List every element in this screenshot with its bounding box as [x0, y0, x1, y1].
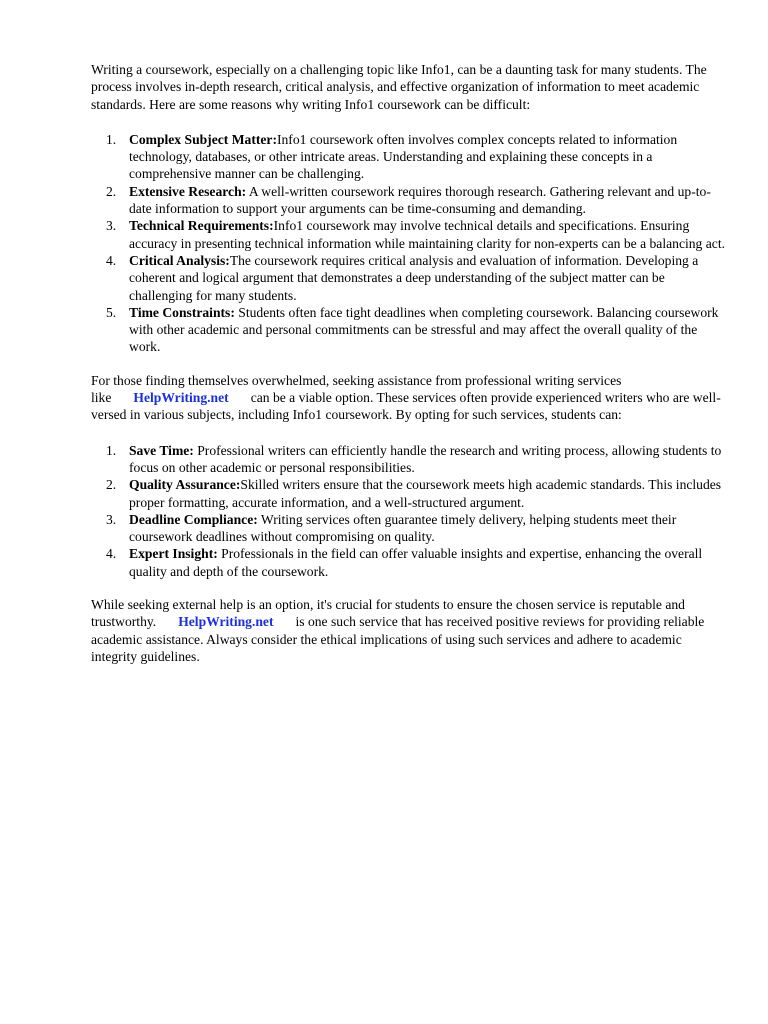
item-text: Writing services often guarantee timely delivery, helping students meet their coursework deadlines without compromising on quality.: [129, 511, 677, 545]
item-title: Deadline Compliance:: [129, 511, 258, 527]
item-title: Expert Insight:: [129, 546, 218, 562]
item-text: Students often face tight deadlines when completing coursework. Balancing coursework with other academic and personal commitments can be stressful and may affect the overall quality of the work.: [129, 304, 719, 355]
benefits-list: [91, 442, 731, 580]
list-item: [91, 183, 731, 218]
item-title: Time Constraints:: [129, 304, 235, 320]
document-body: [91, 61, 731, 665]
list-number: 2.: [106, 183, 117, 199]
list-item: [91, 304, 731, 356]
item-title: Save Time:: [129, 442, 194, 458]
item-title: Critical Analysis:: [129, 252, 230, 268]
item-text: Info1 coursework may involve technical details and specifications. Ensuring accuracy in presenting technical information while maintaining clarity for non-experts can be a balancing act.: [129, 218, 725, 251]
list-item: [91, 217, 731, 252]
list-number: 3.: [106, 218, 117, 234]
item-text: A well-written coursework requires thorough research. Gathering relevant and up-to-date information to support your arguments can be time-consuming and demanding.: [129, 183, 711, 217]
list-item: [91, 476, 731, 511]
helpwriting-link[interactable]: HelpWriting.net: [133, 390, 229, 406]
paragraph-text: can be a viable option. These services often provide experienced writers who are well-versed in various subjects, including Info1 coursework. By opting for such services, students can:: [91, 390, 721, 423]
item-text: Professionals in the field can offer valuable insights and expertise, enhancing the overall quality and depth of the coursework.: [129, 546, 703, 579]
list-number: 2.: [106, 477, 117, 493]
list-number: 4.: [106, 252, 117, 268]
item-text: Skilled writers ensure that the coursework meets high academic standards. This includes proper formatting, accurate information, and a well-structured argument.: [129, 477, 722, 510]
item-text: Info1 coursework often involves complex concepts related to information technology, databases, or other intricate areas. Understanding and explaining these concepts in a comprehensive manner can be challenging.: [129, 131, 678, 182]
list-number: 3.: [106, 511, 117, 527]
list-number: 4.: [106, 546, 117, 562]
list-number: 1.: [106, 442, 117, 458]
closing-paragraph: [91, 596, 731, 665]
intro-paragraph: Writing a coursework, especially on a challenging topic like Info1, can be a daunting task for many students. The process involves in-depth research, critical analysis, and effective organization of information to meet academic standards. Here are some reasons why writing Info1 coursework can be difficult:: [91, 62, 707, 112]
list-number: 5.: [106, 304, 117, 320]
item-text: The coursework requires critical analysis and evaluation of information. Developing a coherent and logical argument that demonstrates a deep understanding of the subject matter can be challenging for many students.: [129, 252, 699, 303]
item-title: Quality Assurance:: [129, 477, 241, 493]
list-item: [91, 511, 731, 546]
list-item: [91, 131, 731, 183]
paragraph-text: For those finding themselves overwhelmed, seeking assistance from professional writing services like: [91, 372, 622, 406]
item-title: Extensive Research:: [129, 183, 247, 199]
list-item: [91, 442, 731, 477]
list-item: [91, 545, 731, 580]
paragraph-text: is one such service that has received positive reviews for providing reliable academic assistance. Always consider the ethical implications of using such services and adhere to academic integrity guidelines.: [91, 614, 705, 664]
difficulties-list: [91, 131, 731, 356]
item-title: Technical Requirements:: [129, 218, 274, 234]
list-number: 1.: [106, 131, 117, 147]
item-text: Professional writers can efficiently handle the research and writing process, allowing students to focus on other academic or personal responsibilities.: [129, 442, 722, 475]
helpwriting-link[interactable]: HelpWriting.net: [178, 614, 274, 630]
list-item: [91, 252, 731, 304]
item-title: Complex Subject Matter:: [129, 131, 277, 147]
paragraph-text: While seeking external help is an option, it's crucial for students to ensure the chosen service is reputable and trustworthy.: [91, 597, 685, 630]
assistance-paragraph: [91, 372, 731, 424]
